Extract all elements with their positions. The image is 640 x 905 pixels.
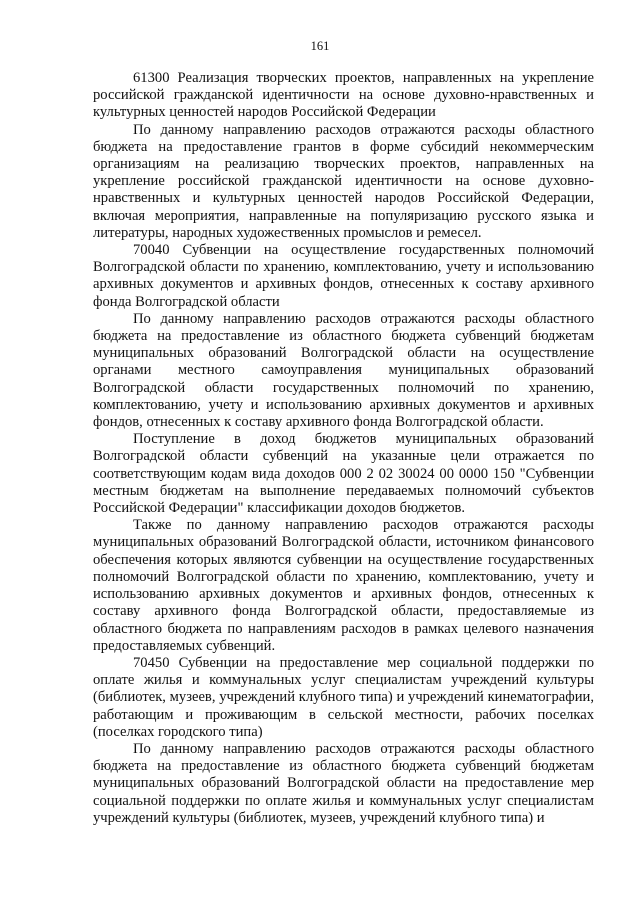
paragraph-61300-description: По данному направлению расходов отражаются расходы областного бюджета на предоставление грантов в форме субсидий некоммерческим организациям на реализацию творческих проектов, направленных на укрепление российской гражданской идентичности на основе духовно-нравственных и культурных ценностей народов Российской Федерации, включая мероприятия, направленные на популяризацию русского языка и литературы, народных художественных промыслов и ремесел. [93,121,594,241]
page-number: 161 [310,39,330,53]
paragraph-70040-municipal-expenses: Также по данному направлению расходов отражаются расходы муниципальных образований Волгоградской области, источником финансового обеспечения которых являются субвенции на осуществление государственных полномочий Волгоградской области по хранению, комплектованию, учету и использованию архивных документов и архивных фондов, отнесенных к составу архивного фонда Волгоградской области, предоставляемые из областного бюджета по направлениям расходов в рамках целевого назначения предоставляемых субвенций. [93,517,594,654]
paragraph-70040-description: По данному направлению расходов отражаются расходы областного бюджета на предоставление из областного бюджета субвенций бюджетам муниципальных образований Волгоградской области на осуществление органами местного самоуправления муниципальных образований Волгоградской области государственных полномочий по хранению, комплектованию, учету и использованию архивных документов и архивных фондов, отнесенных к составу архивного фонда Волгоградской области. [93,310,594,431]
paragraph-70040-heading: 70040 Субвенции на осуществление государственных полномочий Волгоградской области по хранению, комплектованию, учету и использованию архивных документов и архивных фондов, отнесенных к составу архивного фонда Волгоградской области [93,242,594,310]
paragraph-70450-heading: 70450 Субвенции на предоставление мер социальной поддержки по оплате жилья и коммунальных услуг специалистам учреждений культуры (библиотек, музеев, учреждений клубного типа) и учреждений кинематографии, работающим и проживающим в сельской местности, рабочих поселках (поселках городского типа) [93,654,594,740]
paragraph-70450-description: По данному направлению расходов отражаются расходы областного бюджета на предоставление из областного бюджета субвенций бюджетам муниципальных образований Волгоградской области на предоставление мер социальной поддержки по оплате жилья и коммунальных услуг специалистам учреждений культуры (библиотек, музеев, учреждений клубного типа) и [93,740,594,826]
paragraph-61300-heading: 61300 Реализация творческих проектов, направленных на укрепление российской гражданской идентичности на основе духовно-нравственных и культурных ценностей народов Российской Федерации [93,70,594,121]
document-body [93,70,594,827]
paragraph-70040-revenue: Поступление в доход бюджетов муниципальных образований Волгоградской области субвенций на указанные цели отражается по соответствующим кодам вида доходов 000 2 02 30024 00 0000 150 "Субвенции местным бюджетам на выполнение передаваемых полномочий субъектов Российской Федерации" классификации доходов бюджетов. [93,431,594,517]
